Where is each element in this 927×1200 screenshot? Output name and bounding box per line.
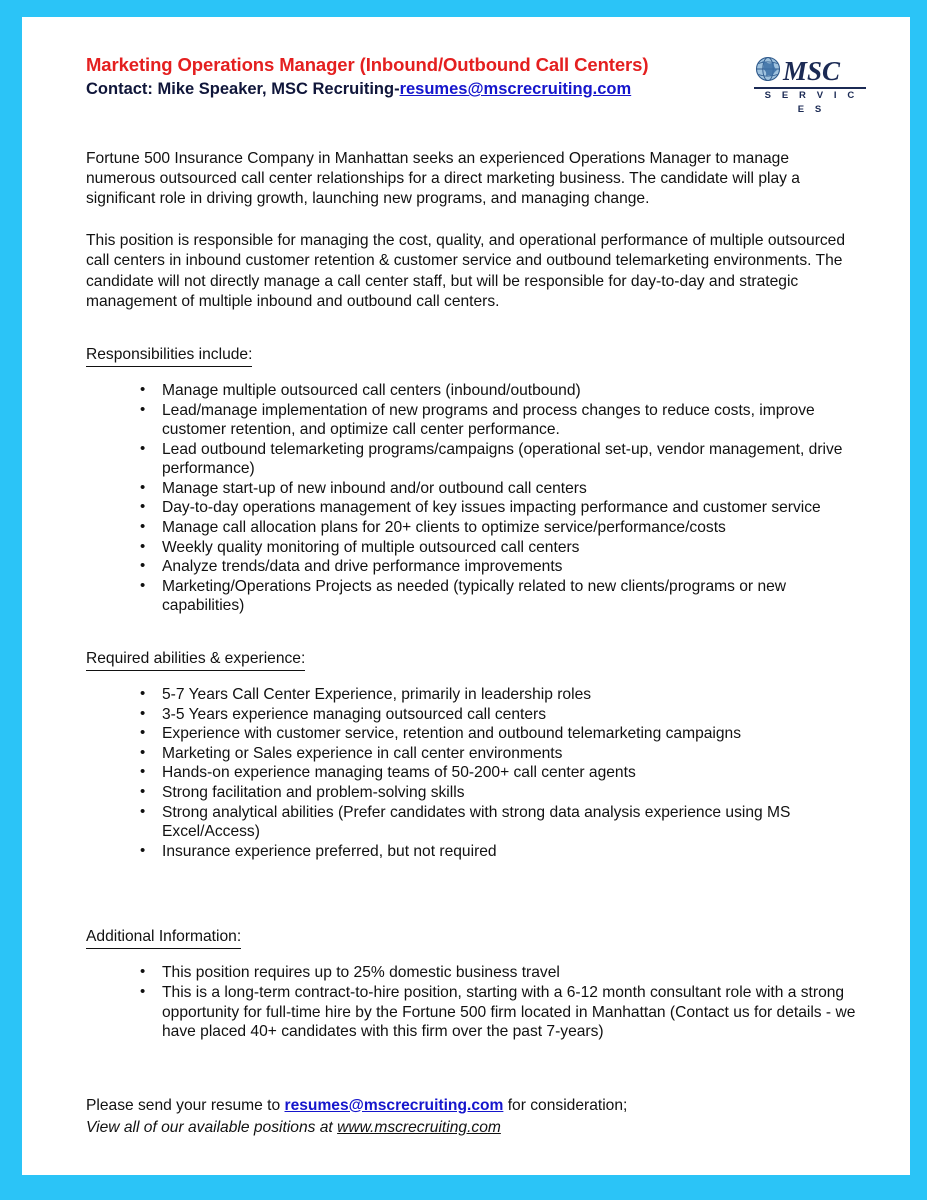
section-required-heading-wrap [86, 649, 858, 671]
intro-paragraph-1-wrap [86, 149, 858, 210]
logo-top-row [754, 56, 866, 86]
section-additional-heading-wrap [86, 927, 858, 949]
logo-wordmark: MSC [783, 56, 841, 86]
list-item: • Day-to-day operations management of key issues impacting performance and customer service [86, 498, 858, 518]
list-item: • This position requires up to 25% domestic business travel [86, 963, 858, 983]
footer-resume-line [86, 1095, 858, 1116]
list-item: • This is a long-term contract-to-hire position, starting with a 6-12 month consultant role with a strong opportunity for full-time hire by the Fortune 500 firm located in Manhattan (Contact us for details - we have placed 40+ candidates with this firm over the past 7-years) [86, 983, 858, 1042]
section-heading-required-abilities: Required abilities & experience: [86, 649, 305, 671]
list-item: • Hands-on experience managing teams of 50-200+ call center agents [86, 763, 858, 783]
contact-email-link[interactable]: resumes@mscrecruiting.com [399, 80, 632, 98]
section-heading-responsibilities: Responsibilities include: [86, 345, 252, 367]
intro-paragraph-1: Fortune 500 Insurance Company in Manhattan seeks an experienced Operations Manager to manage numerous outsourced call center relationships for a direct marketing business. The candidate will play a significant role in driving growth, launching new programs, and managing change. [86, 149, 800, 207]
list-item: • Strong analytical abilities (Prefer candidates with strong data analysis experience using MS Excel/Access) [86, 803, 858, 842]
list-item: • Lead outbound telemarketing programs/campaigns (operational set-up, vendor management, drive performance) [86, 440, 858, 479]
footer-positions-line [86, 1117, 858, 1138]
list-item: • Analyze trends/data and drive performance improvements [86, 557, 858, 577]
list-item: • Insurance experience preferred, but not required [86, 842, 858, 862]
responsibilities-list [86, 381, 858, 616]
footer-email-link[interactable]: resumes@mscrecruiting.com [284, 1096, 504, 1114]
additional-information-list [86, 963, 858, 1041]
document-content [86, 53, 858, 1138]
globe-icon [754, 56, 782, 87]
document-footer [86, 1095, 858, 1138]
footer-positions-text: View all of our available positions at [86, 1118, 338, 1136]
intro-paragraph-2-wrap [86, 231, 858, 312]
msc-logo [754, 56, 866, 117]
footer-text-before: Please send your resume to [86, 1096, 285, 1114]
section-heading-additional-information: Additional Information: [86, 927, 241, 949]
list-item: • Manage multiple outsourced call centers (inbound/outbound) [86, 381, 858, 401]
footer-website-link[interactable]: www.mscrecruiting.com [337, 1118, 501, 1136]
list-item: • Manage call allocation plans for 20+ clients to optimize service/performance/costs [86, 518, 858, 538]
list-item: • Experience with customer service, retention and outbound telemarketing campaigns [86, 724, 858, 744]
list-item: • Marketing/Operations Projects as needed (typically related to new clients/programs or new capabilities) [86, 577, 858, 616]
logo-tagline: S E R V I C E S [764, 89, 859, 115]
list-item: • Manage start-up of new inbound and/or outbound call centers [86, 479, 858, 499]
section-responsibilities-heading-wrap [86, 345, 858, 367]
footer-text-after: for consideration; [503, 1096, 628, 1114]
header-text-block [86, 53, 754, 100]
page-title: Marketing Operations Manager (Inbound/Outbound Call Centers) [86, 54, 649, 75]
contact-line [86, 78, 754, 100]
document-header [86, 53, 858, 117]
list-item: • Strong facilitation and problem-solving skills [86, 783, 858, 803]
list-item: • Weekly quality monitoring of multiple outsourced call centers [86, 538, 858, 558]
document-sheet [22, 17, 910, 1175]
intro-paragraph-2: This position is responsible for managing the cost, quality, and operational performance of multiple outsourced call centers in inbound customer retention & customer service and outbound telemarketing environments. The candidate will not directly manage a call center staff, but will be responsible for day-to-day and strategic management of multiple inbound and outbound call centers. [86, 232, 846, 310]
list-item: • 5-7 Years Call Center Experience, primarily in leadership roles [86, 685, 858, 705]
contact-label: Contact: Mike Speaker, MSC Recruiting- [86, 80, 400, 98]
list-item: • Marketing or Sales experience in call center environments [86, 744, 858, 764]
list-item: • Lead/manage implementation of new programs and process changes to reduce costs, improve customer retention, and optimize call center performance. [86, 401, 858, 440]
required-abilities-list [86, 685, 858, 861]
list-item: • 3-5 Years experience managing outsourced call centers [86, 705, 858, 725]
